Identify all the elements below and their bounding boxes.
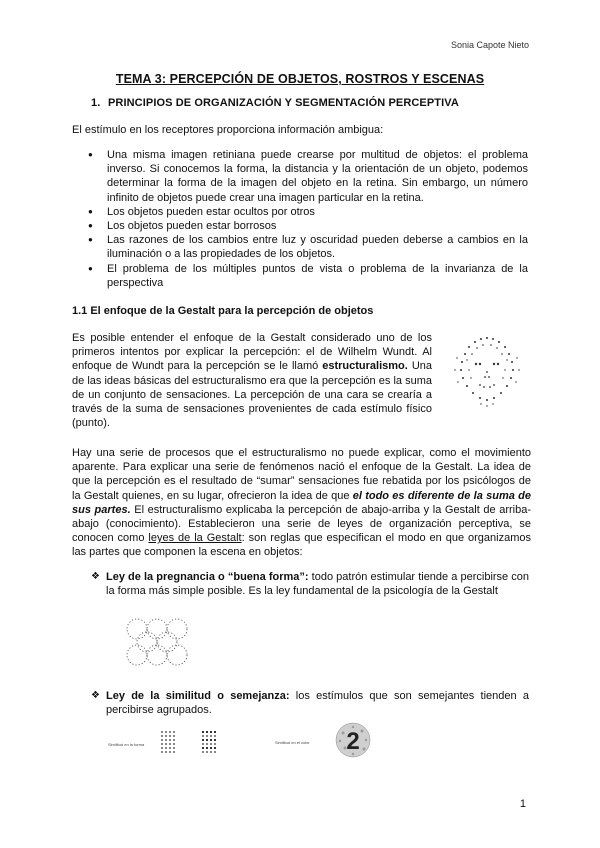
bullet-item: ● El problema de los múltiples puntos de vista o problema de la invarianza de la perspectiva xyxy=(88,262,528,290)
law-pregnancia-name: Ley de la pregnancia o “buena forma”: xyxy=(106,571,309,583)
para2-emphasis: el todo es diferente de la suma de sus partes. xyxy=(72,489,531,516)
para2-text-b: El estructuralismo explicaba la percepción de abajo-arriba y la Gestalt de arriba-abajo (conocimiento). Establecieron una serie de leyes de organización perceptiva, se conocen como xyxy=(72,503,531,545)
law-similitud xyxy=(91,689,530,717)
wundt-paragraph xyxy=(72,331,432,430)
page-title: TEMA 3: PERCEPCIÓN DE OBJETOS, ROSTROS Y ESCENAS xyxy=(115,72,485,86)
law-similitud-text: los estímulos que son semejantes tienden a percibirse agrupados. xyxy=(106,690,530,717)
intro-paragraph: El estímulo en los receptores proporciona información ambigua: xyxy=(72,124,384,136)
ishihara-plate-image xyxy=(335,721,371,759)
subsection-heading: 1.1 El enfoque de la Gestalt para la percepción de objetos xyxy=(72,305,374,317)
section-heading xyxy=(91,97,459,109)
para2-text-c: : son reglas que especifican el modo en que organizamos las partes que componen la escena en objetos: xyxy=(72,532,531,559)
dotted-face-image xyxy=(447,330,527,412)
diamond-bullet-icon: ❖ xyxy=(91,690,100,701)
law-pregnancia xyxy=(91,570,529,598)
bullet-item: ● Una misma imagen retiniana puede crearse por multitud de objetos: el problema inverso. Si conocemos la forma, la distancia y la orientación de un objeto, podemos determinar la forma de la imagen del objeto en la retina. Sin embargo, un número infinito de objetos puede crear una imagen particular en la retina. xyxy=(88,148,528,205)
dot-grid-image-right xyxy=(201,730,219,758)
similarity-caption-right: Similitud en el color xyxy=(275,740,310,745)
diamond-bullet-icon: ❖ xyxy=(91,571,100,582)
para2-text-a: Hay una serie de procesos que el estructuralismo no puede explicar, como el movimiento aparente. Para explicar una serie de fenómenos nació el enfoque de la Gestalt. La idea de que la percepción es el resultado de “sumar” sensaciones fue rebatida por los psicólogos de la Gestalt quienes, en su lugar, ofrecieron la idea de que xyxy=(72,447,531,502)
section-number: 1. xyxy=(91,97,101,109)
svg-text:2: 2 xyxy=(346,728,360,755)
page-number: 1 xyxy=(519,798,526,810)
law-similitud-name: Ley de la similitud o semejanza: xyxy=(106,690,290,702)
bullet-item: ● Los objetos pueden estar ocultos por otros xyxy=(88,205,528,219)
similarity-caption-left: Similitud en la forma xyxy=(108,742,145,747)
section-title: PRINCIPIOS DE ORGANIZACIÓN Y SEGMENTACIÓN PERCEPTIVA xyxy=(108,97,459,109)
para2-underline: leyes de la Gestalt xyxy=(148,532,242,545)
law-pregnancia-text: todo patrón estimular tiende a percibirse con la forma más simple posible. Es la ley fundamental de la psicología de la Gestalt xyxy=(106,571,529,598)
bullet-list xyxy=(88,148,528,290)
para1-text-b: Una de las ideas básicas del estructuralismo era que la percepción es la suma de un conjunto de sensaciones. La percepción de una cara se crearía a través de la suma de sensaciones provenientes de cada estímulo físico (punto). xyxy=(72,360,432,430)
para1-bold: estructuralismo. xyxy=(322,360,408,373)
header-author: Sonia Capote Nieto xyxy=(450,40,529,50)
bullet-item: ● Las razones de los cambios entre luz y oscuridad pueden deberse a cambios en la iluminación o a las propiedades de los objetos. xyxy=(88,233,528,261)
gestalt-paragraph xyxy=(72,446,531,560)
dot-grid-image-left xyxy=(160,730,178,758)
olympic-rings-dots-image xyxy=(124,613,190,673)
para1-text-a: Es posible entender el enfoque de la Gestalt considerado uno de los primeros intentos por explicar la percepción: el de Wilhelm Wundt. Al enfoque de Wundt para la percepción se le llamó xyxy=(72,332,432,373)
bullet-item: ● Los objetos pueden estar borrosos xyxy=(88,219,528,233)
